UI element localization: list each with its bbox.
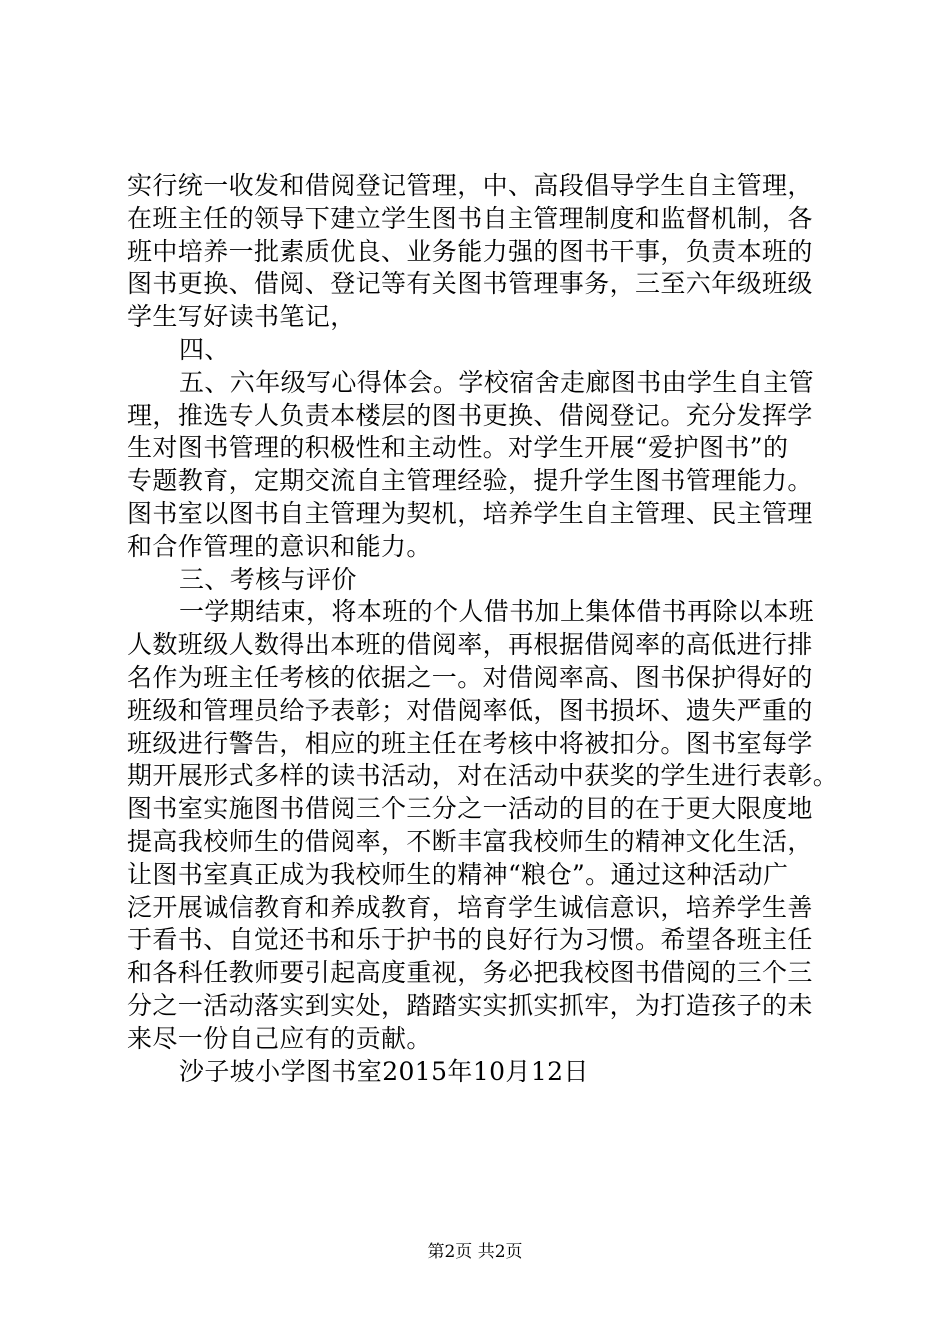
document-body	[127, 170, 839, 1088]
body-line: 学生写好读书笔记，	[127, 302, 356, 332]
body-line: 提高我校师生的借阅率，不断丰富我校师生的精神文化生活，	[127, 826, 813, 856]
body-line: 泛开展诚信教育和养成教育，培育学生诚信意识，培养学生善	[127, 892, 813, 922]
paragraph-first-line: 五、六年级写心得体会。学校宿舍走廊图书由学生自主管	[179, 367, 815, 397]
paragraph-first-line: 一学期结束，将本班的个人借书加上集体借书再除以本班	[179, 597, 815, 627]
body-line: 和各科任教师要引起高度重视，务必把我校图书借阅的三个三	[127, 958, 813, 988]
body-line: 让图书室真正成为我校师生的精神“粮仓”。通过这种活动广	[127, 859, 789, 889]
body-line: 专题教育，定期交流自主管理经验，提升学生图书管理能力。	[127, 466, 813, 496]
body-line: 和合作管理的意识和能力。	[127, 531, 432, 561]
body-line: 班级进行警告，相应的班主任在考核中将被扣分。图书室每学	[127, 728, 813, 758]
body-line: 分之一活动落实到实处，踏踏实实抓实抓牢，为打造孩子的未	[127, 990, 813, 1020]
body-line: 图书室实施图书借阅三个三分之一活动的目的在于更大限度地	[127, 794, 813, 824]
body-line: 人数班级人数得出本班的借阅率，再根据借阅率的高低进行排	[127, 630, 813, 660]
page-number-footer: 第2页 共2页	[427, 1242, 523, 1262]
body-line: 来尽一份自己应有的贡献。	[127, 1023, 432, 1053]
body-line: 实行统一收发和借阅登记管理，中、高段倡导学生自主管理，	[127, 171, 813, 200]
section-heading: 四、	[179, 334, 230, 364]
body-line: 名作为班主任考核的依据之一。对借阅率高、图书保护得好的	[127, 662, 813, 692]
body-line: 生对图书管理的积极性和主动性。对学生开展“爱护图书”的	[127, 433, 789, 463]
section-heading: 三、考核与评价	[179, 564, 357, 594]
signature-date-line: 沙子坡小学图书室2015年10月12日	[179, 1056, 589, 1086]
body-line: 于看书、自觉还书和乐于护书的良好行为习惯。希望各班主任	[127, 925, 813, 955]
body-line: 在班主任的领导下建立学生图书自主管理制度和监督机制，各	[127, 203, 813, 233]
body-line: 图书室以图书自主管理为契机，培养学生自主管理、民主管理	[127, 498, 813, 528]
body-line: 图书更换、借阅、登记等有关图书管理事务，三至六年级班级	[127, 269, 813, 299]
body-line: 班级和管理员给予表彰；对借阅率低，图书损坏、遗失严重的	[127, 695, 813, 725]
body-line: 理，推选专人负责本楼层的图书更换、借阅登记。充分发挥学	[127, 400, 813, 430]
body-line: 期开展形式多样的读书活动，对在活动中获奖的学生进行表彰。	[127, 761, 839, 791]
body-line: 班中培养一批素质优良、业务能力强的图书干事，负责本班的	[127, 236, 813, 266]
